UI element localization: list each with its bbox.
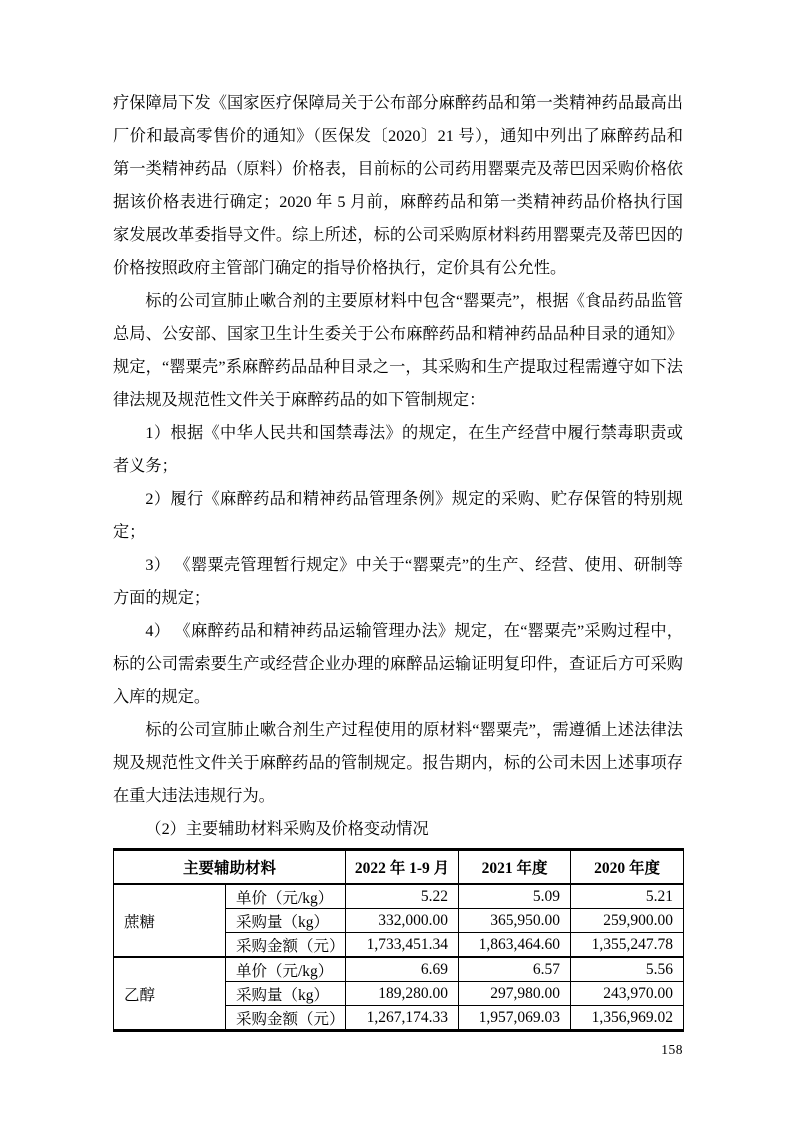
list-item-paragraph: 2）履行《麻醉药品和精神药品管理条例》规定的采购、贮存保管的特别规定；	[113, 490, 683, 541]
value-cell: 1,355,247.78	[571, 933, 684, 958]
metric-label-cell: 单价（元/kg）	[226, 957, 346, 982]
table-header-row	[114, 850, 684, 885]
auxiliary-materials-table	[113, 848, 684, 1032]
value-cell: 5.22	[346, 884, 459, 909]
metric-label-cell: 采购量（kg）	[226, 909, 346, 933]
value-cell: 6.69	[346, 957, 459, 982]
section-heading: （2）主要辅助材料采购及价格变动情况	[145, 820, 429, 838]
table-row	[114, 957, 684, 982]
metric-label-cell: 单价（元/kg）	[226, 884, 346, 909]
body-paragraph: 标的公司宣肺止嗽合剂生产过程使用的原材料“罂粟壳”，需遵循上述法律法规及规范性文件关于麻醉药品的管制规定。报告期内，标的公司未因上述事项存在重大违法违规行为。	[113, 721, 683, 805]
value-cell: 5.56	[571, 957, 684, 982]
list-item-paragraph: 3） 《罂粟壳管理暂行规定》中关于“罂粟壳”的生产、经营、使用、研制等方面的规定；	[113, 556, 683, 607]
value-cell: 1,957,069.03	[459, 1006, 571, 1031]
table-header-period-2020: 2020 年度	[571, 850, 684, 885]
metric-label-cell: 采购金额（元）	[226, 1006, 346, 1031]
value-cell: 259,900.00	[571, 909, 684, 933]
material-name-cell: 蔗糖	[114, 884, 226, 957]
page-number: 158	[661, 1042, 683, 1057]
metric-label-cell: 采购量（kg）	[226, 982, 346, 1006]
value-cell: 5.21	[571, 884, 684, 909]
value-cell: 1,733,451.34	[346, 933, 459, 958]
list-item-paragraph: 1）根据《中华人民共和国禁毒法》的规定，在生产经营中履行禁毒职责或者义务；	[113, 424, 683, 475]
value-cell: 1,267,174.33	[346, 1006, 459, 1031]
value-cell: 6.57	[459, 957, 571, 982]
table-header-material: 主要辅助材料	[114, 850, 346, 885]
body-paragraph: 疗保障局下发《国家医疗保障局关于公布部分麻醉药品和第一类精神药品最高出厂价和最高零售价的通知》（医保发〔2020〕21 号），通知中列出了麻醉药品和第一类精神药品（原料）价格表，目前标的公司药用罂粟壳及蒂巴因采购价格依据该价格表进行确定；2020 年 5 月前，麻醉药品和第一类精神药品价格执行国家发展改革委指导文件。综上所述，标的公司采购原材料药用罂粟壳及蒂巴因的价格按照政府主管部门确定的指导价格执行，定价具有公允性。	[113, 94, 683, 277]
value-cell: 1,356,969.02	[571, 1006, 684, 1031]
metric-label-cell: 采购金额（元）	[226, 933, 346, 958]
table-header-period-2022: 2022 年 1-9 月	[346, 850, 459, 885]
paragraphs-container	[113, 87, 683, 846]
value-cell: 243,970.00	[571, 982, 684, 1006]
table-row	[114, 884, 684, 909]
text-block	[113, 87, 683, 1032]
value-cell: 189,280.00	[346, 982, 459, 1006]
value-cell: 332,000.00	[346, 909, 459, 933]
value-cell: 365,950.00	[459, 909, 571, 933]
material-name-cell: 乙醇	[114, 957, 226, 1031]
value-cell: 297,980.00	[459, 982, 571, 1006]
value-cell: 1,863,464.60	[459, 933, 571, 958]
table-header-period-2021: 2021 年度	[459, 850, 571, 885]
body-paragraph: 标的公司宣肺止嗽合剂的主要原材料中包含“罂粟壳”，根据《食品药品监管总局、公安部、国家卫生计生委关于公布麻醉药品和精神药品品种目录的通知》规定，“罂粟壳”系麻醉药品品种目录之一，其采购和生产提取过程需遵守如下法律法规及规范性文件关于麻醉药品的如下管制规定：	[113, 292, 683, 409]
value-cell: 5.09	[459, 884, 571, 909]
list-item-paragraph: 4） 《麻醉药品和精神药品运输管理办法》规定，在“罂粟壳”采购过程中，标的公司需索要生产或经营企业办理的麻醉品运输证明复印件，查证后方可采购入库的规定。	[113, 622, 683, 706]
